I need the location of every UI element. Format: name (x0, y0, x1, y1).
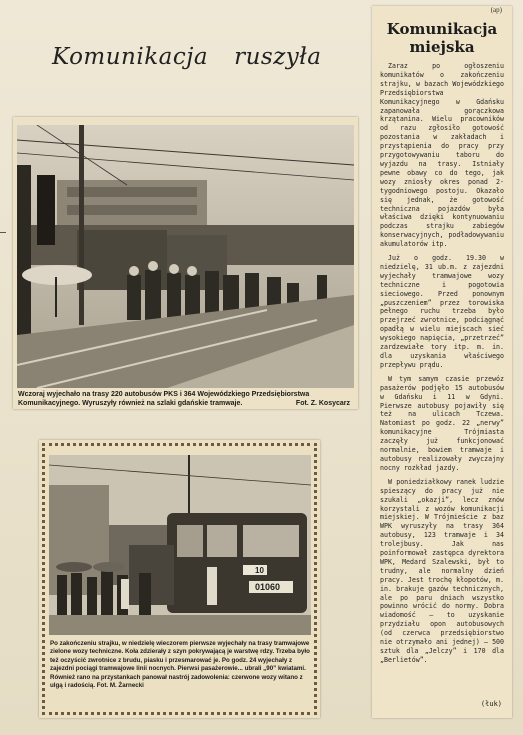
tram-line-number: 10 (255, 566, 264, 575)
article-signature: (łuk) (480, 700, 502, 708)
article-paragraph: W poniedziałkowy ranek ludzie spieszący do pracy już nie szukali „okazji”, lecz znów korzystali z wozów komunikacji miejskiej. W Trójmieście z baz WPK wyruszyły na trasy 364 autobusy, 123 tramwaje i 34 trolejbusy. Jak nas poinformował zastępca dyrektora WPK, Medard Szalewski, był to trudny, ale normalny dzień pracy. Jest trochę kłopotów, m. in. brakuje gazów technicznych, ale po paru dniach wszystko powinno wrócić do normy. Dobra wiadomość — to uzyskanie przydziału opon autobusowych (od czerwca przedsiębiorstwo nie otrzymało ani jednej) — 500 sztuk dla „Jelczy” i 170 dla „Berlietów”. (380, 477, 504, 664)
caption-text-1: Wczoraj wyjechało na trasy 220 autobusów PKS i 364 Wojewódzkiego Przedsiębiorstwa Komunikacyjnego. Wyruszyły również na szlaki gdańskie tramwaje. (18, 391, 310, 407)
article-paragraph: Już o godz. 19.30 w niedzielę, 31 ub.m. z zajezdni wyjechały tramwajowe wozy techniczne i pogotowia sieciowego. Przed ponownym „puszczeniem” przez torowiska pełnego ruchu trzeba było przejrzeć zwrotnice, podciągnąć opadłą w wielu miejscach sieć wysokiego napięcia, „przetrzeć” zardzewiałe tory itp. m. in. dla uzyskania właściwego przepływu prądu. (380, 254, 504, 369)
corner-label: (ap) (490, 6, 502, 14)
photo-credit-2: Fot. M. Żarnecki (96, 682, 144, 690)
caption-text-2: Po zakończeniu strajku, w niedzielę wieczorem pierwsze wyjechały na trasy tramwajowe zielone wozy techniczne. Koła zdzierały z szyn pokrywającą je warstwę rdzy. Trzeba było też oczyścić zwrotnice z brudu, piasku i przesmarować je. Po godz. 24 wyjechały z zajezdni pociągi tramwajowe linii nocnych. Pierwsi pasażerowie... ubrali „90” kwiatami. Również rano na przystankach panował nastrój zadowolenia: czerwone wozy witano z ulgą i radością. (50, 640, 310, 690)
article-body (380, 62, 504, 670)
photo-caption-1 (18, 390, 354, 408)
article-paragraph: Zaraz po ogłoszeniu komunikatów o zakończeniu strajku, w bazach Wojewódzkiego Przedsiębiorstwa Komunikacyjnego w Gdańsku zapanowała gorączkowa krzątanina. Wielu pracowników od razu zgłosiło gotowość pozostania w zakładach i przystąpienia do pracy przy przygotowywaniu taboru do wyjazdu na trasy. Istniały pewne obawy co do tego, jak wozy zniosły okres ponad 2-tygodniowego postoju. Okazało się jednak, że gotowość techniczna pojazdów była właściwa dzięki kontynuowaniu podczas strajku zabiegów konserwacyjnych, podładowywaniu akumulatorów itp. (380, 62, 504, 249)
handwritten-heading (52, 44, 321, 70)
photo-credit-1: Fot. Z. Kosycarz (295, 400, 350, 407)
margin-mark (0, 232, 6, 233)
tram-photo (49, 455, 311, 635)
heading-word-1: Komunikacja (52, 44, 209, 70)
article-clipping (372, 6, 512, 718)
street-photo (17, 125, 354, 388)
article-title: Komunikacja miejska (386, 20, 498, 56)
photo-caption-2 (50, 640, 312, 690)
tram-fleet-number: 01060 (255, 582, 281, 592)
heading-word-2: ruszyła (234, 44, 322, 70)
article-paragraph: W tym samym czasie przewóz pasażerów podjęło 15 autobusów w Gdańsku i 11 w Gdyni. Pierwsze autobusy pojawiły się też na ulicach Tczewa. Natomiast po godz. 22 „nerwy” komunikacyjne Trójmiasta zaczęły już funkcjonować normalnie, bowiem tramwaje i autobusy realizowały zwyczajny nocny rozkład jazdy. (380, 374, 504, 472)
tram-car (167, 513, 307, 613)
